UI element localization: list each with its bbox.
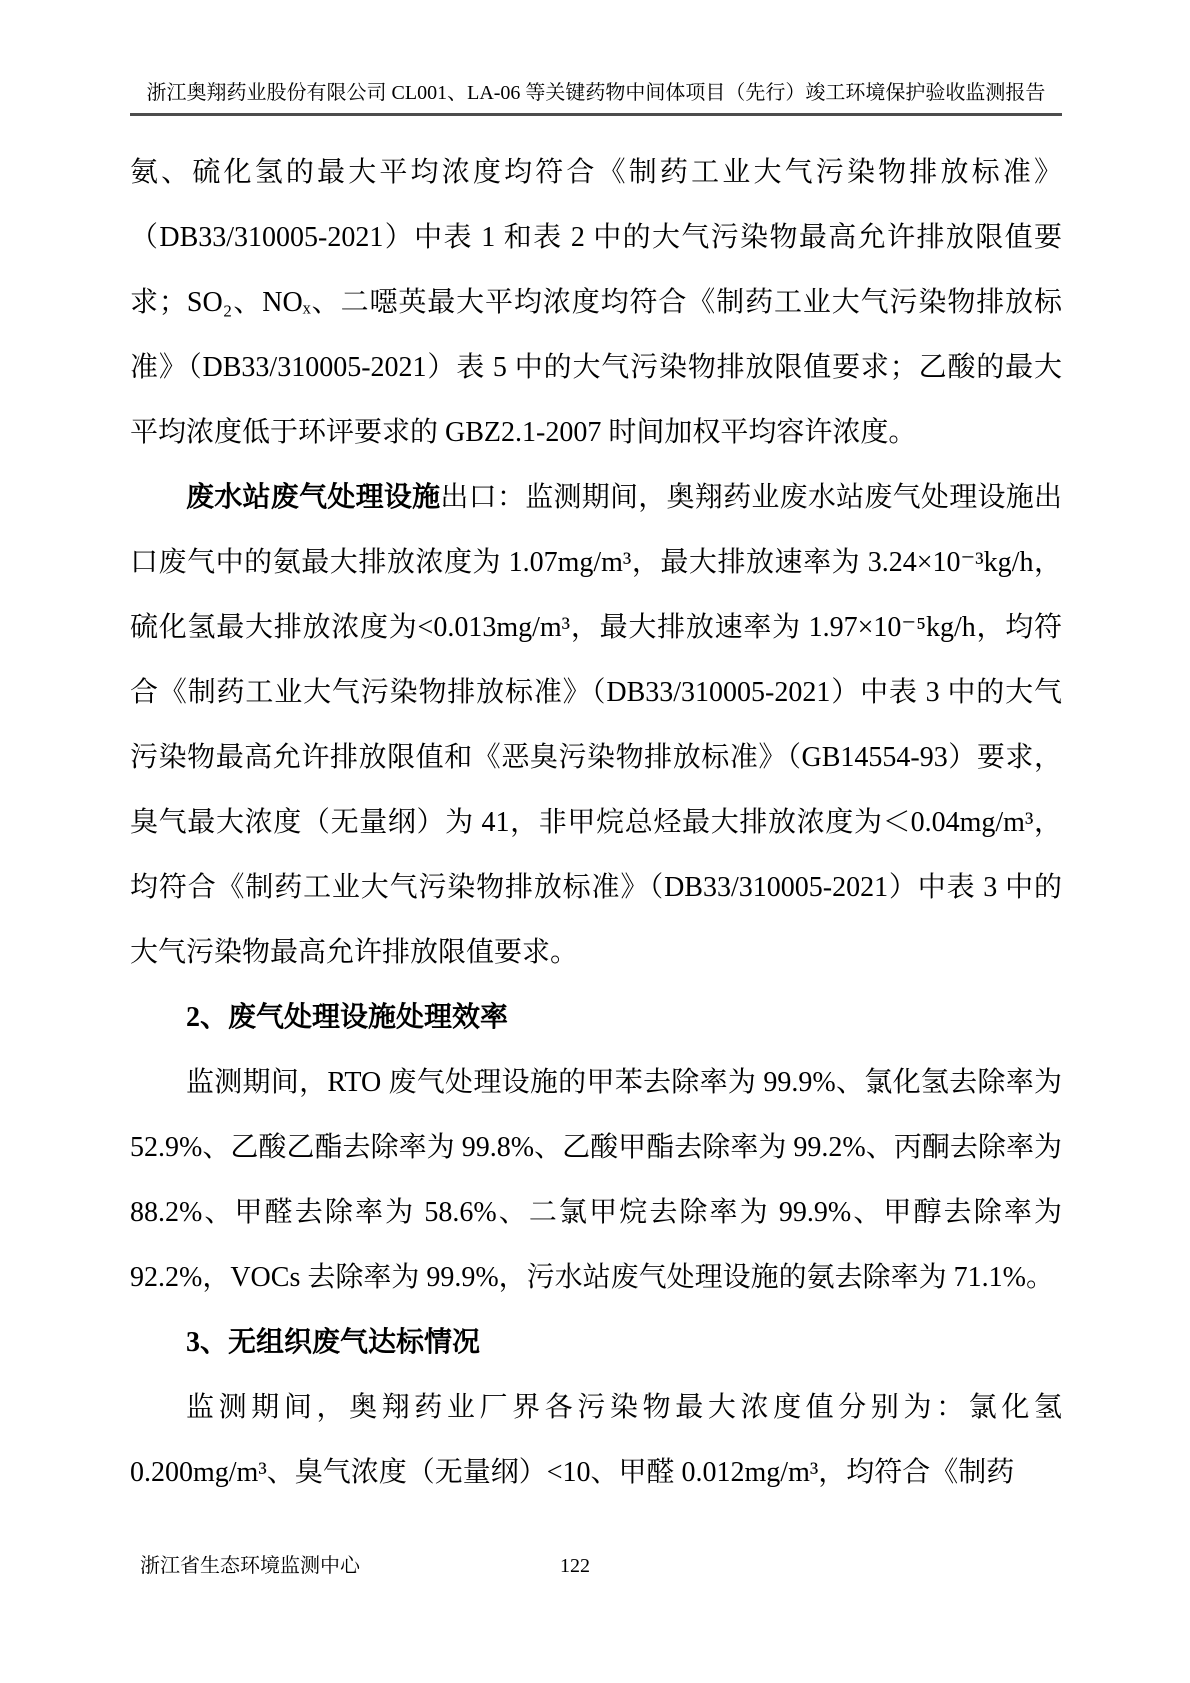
header-title: 浙江奥翔药业股份有限公司 CL001、LA-06 等关键药物中间体项目（先行）竣工环境保护验收监测报告: [146, 82, 1046, 104]
paragraph-bold-lead: 废水站废气处理设施: [186, 482, 441, 513]
paragraph-emission-standards-compliance: 氨、硫化氢的最大平均浓度均符合《制药工业大气污染物排放标准》（DB33/310005-2021）中表 1 和表 2 中的大气污染物最高允许排放限值要求；SO₂、NOₓ、二噁英最大平均浓度均符合《制药工业大气污染物排放标准》（DB33/310005-2021）表 5 中的大气污染物排放限值要求；乙酸的最大平均浓度低于环评要求的 GBZ2.1-2007 时间加权平均容许浓度。: [130, 157, 1062, 448]
heading-fugitive-emissions: 3、无组织废气达标情况: [186, 1327, 481, 1358]
page-header: [130, 80, 1062, 116]
document-body: [130, 140, 1062, 1505]
footer-organization: 浙江省生态环境监测中心: [140, 1555, 360, 1577]
paragraph-wastewater-station-outlet-text: 出口：监测期间，奥翔药业废水站废气处理设施出口废气中的氨最大排放浓度为 1.07mg/m³，最大排放速率为 3.24×10⁻³kg/h，硫化氢最大排放浓度为<0.013mg/m³，最大排放速率为 1.97×10⁻⁵kg/h，均符合《制药工业大气污染物排放标准》（DB33/310005-2021）中表 3 中的大气污染物最高允许排放限值和《恶臭污染物排放标准》（GB14554-93）要求，臭气最大浓度（无量纲）为 41，非甲烷总烃最大排放浓度为＜0.04mg/m³，均符合《制药工业大气污染物排放标准》（DB33/310005-2021）中表 3 中的大气污染物最高允许排放限值要求。: [130, 482, 1062, 968]
paragraph-wastewater-station-outlet: [130, 465, 1062, 985]
page-number: 122: [560, 1555, 590, 1577]
paragraph-boundary-concentrations: 监测期间，奥翔药业厂界各污染物最大浓度值分别为：氯化氢 0.200mg/m³、臭气浓度（无量纲）<10、甲醛 0.012mg/m³，均符合《制药: [130, 1392, 1062, 1488]
page-footer: [130, 1551, 1062, 1581]
heading-treatment-efficiency: 2、废气处理设施处理效率: [186, 1002, 509, 1033]
paragraph-removal-rates: 监测期间，RTO 废气处理设施的甲苯去除率为 99.9%、氯化氢去除率为 52.9%、乙酸乙酯去除率为 99.8%、乙酸甲酯去除率为 99.2%、丙酮去除率为 88.2%、甲醛去除率为 58.6%、二氯甲烷去除率为 99.9%、甲醇去除率为 92.2%，VOCs 去除率为 99.9%，污水站废气处理设施的氨去除率为 71.1%。: [130, 1067, 1062, 1293]
